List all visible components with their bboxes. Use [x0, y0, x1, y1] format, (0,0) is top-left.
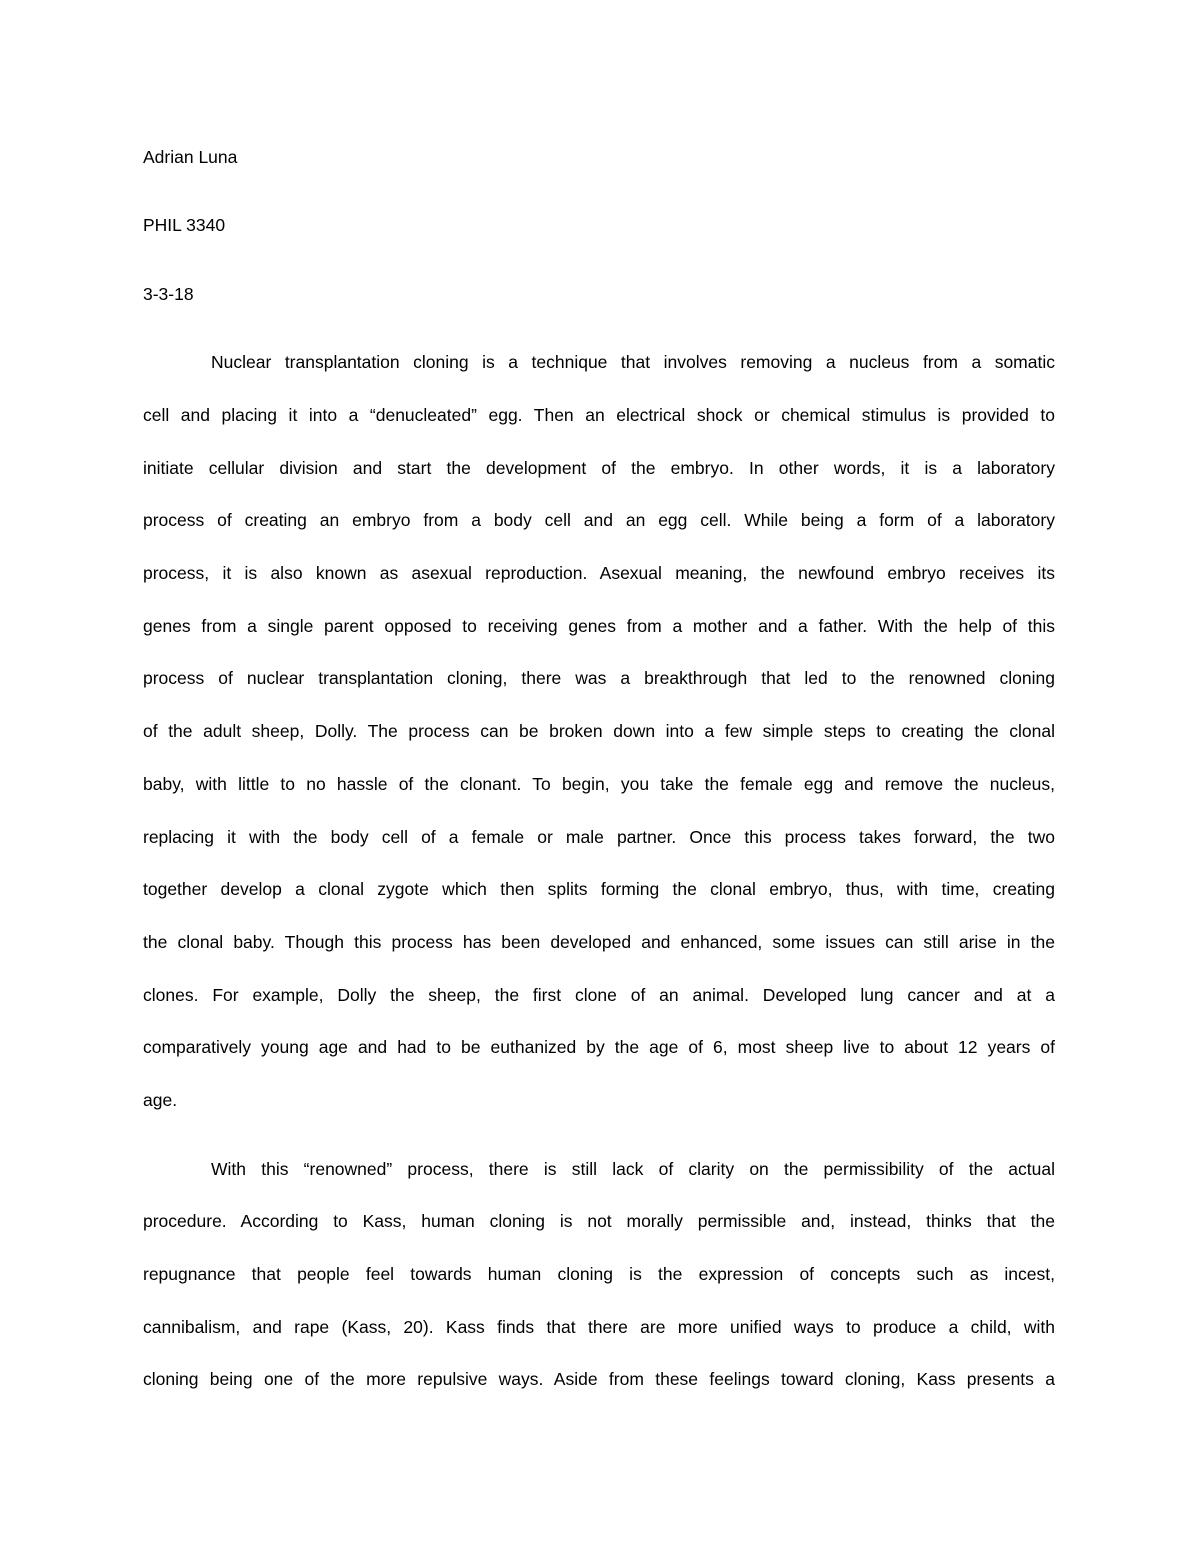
- paragraph-line: together develop a clonal zygote which then splits forming the clonal embryo, thus, with time, creating: [143, 879, 1055, 899]
- paragraph-line: age.: [143, 1090, 178, 1110]
- paragraph-line: cannibalism, and rape (Kass, 20). Kass finds that there are more unified ways to produce a child, with: [143, 1317, 1055, 1337]
- paragraph-line: cell and placing it into a “denucleated” egg. Then an electrical shock or chemical stimulus is provided to: [143, 405, 1055, 425]
- paragraph-line: Nuclear transplantation cloning is a technique that involves removing a nucleus from a somatic: [211, 352, 1055, 372]
- paragraph-line: comparatively young age and had to be euthanized by the age of 6, most sheep live to about 12 years of: [143, 1037, 1055, 1057]
- paragraph-line: process, it is also known as asexual reproduction. Asexual meaning, the newfound embryo receives its: [143, 563, 1055, 583]
- author-name: Adrian Luna: [143, 147, 238, 167]
- paragraph-line: the clonal baby. Though this process has been developed and enhanced, some issues can still arise in the: [143, 932, 1055, 952]
- paragraph-line: cloning being one of the more repulsive ways. Aside from these feelings toward cloning, Kass presents a: [143, 1369, 1055, 1389]
- paragraph-line: repugnance that people feel towards human cloning is the expression of concepts such as incest,: [143, 1264, 1055, 1284]
- paragraph-line: procedure. According to Kass, human cloning is not morally permissible and, instead, thinks that the: [143, 1211, 1055, 1231]
- paragraph-line: process of creating an embryo from a body cell and an egg cell. While being a form of a laboratory: [143, 510, 1055, 530]
- paragraph-line: process of nuclear transplantation cloning, there was a breakthrough that led to the renowned cloning: [143, 668, 1055, 688]
- paragraph-line: clones. For example, Dolly the sheep, the first clone of an animal. Developed lung cancer and at a: [143, 985, 1055, 1005]
- paragraph-line: genes from a single parent opposed to receiving genes from a mother and a father. With the help of this: [143, 616, 1055, 636]
- paragraph-line: initiate cellular division and start the development of the embryo. In other words, it is a laboratory: [143, 458, 1055, 478]
- paragraph-line: replacing it with the body cell of a female or male partner. Once this process takes forward, the two: [143, 827, 1055, 847]
- course-code: PHIL 3340: [143, 215, 226, 235]
- date-line: 3-3-18: [143, 284, 194, 304]
- paragraph-line: baby, with little to no hassle of the clonant. To begin, you take the female egg and remove the nucleus,: [143, 774, 1055, 794]
- paragraph-line: of the adult sheep, Dolly. The process can be broken down into a few simple steps to creating the clonal: [143, 721, 1055, 741]
- paragraph-line: With this “renowned” process, there is still lack of clarity on the permissibility of the actual: [211, 1159, 1055, 1179]
